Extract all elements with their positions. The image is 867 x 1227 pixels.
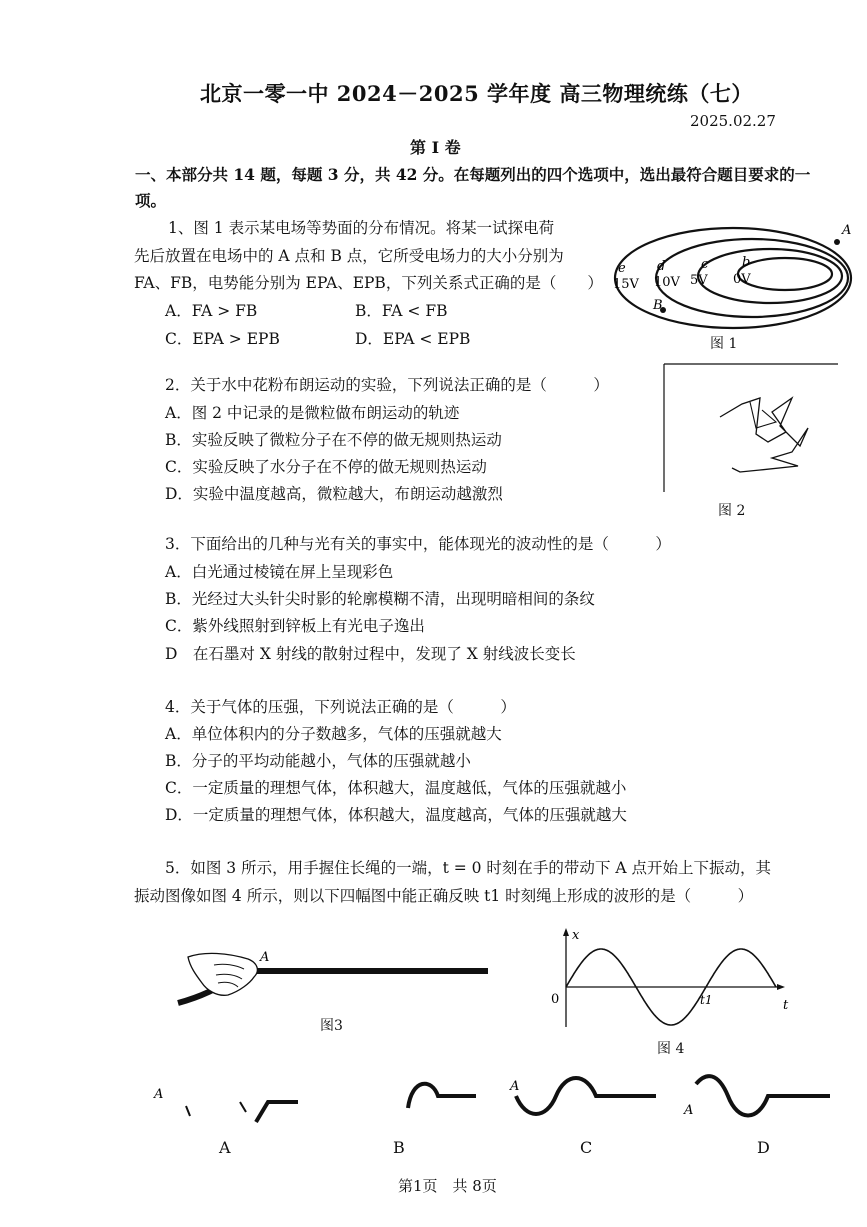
q5-stem-line2: 振动图像如图 4 所示，则以下四幅图中能正确反映 t1 时刻绳上形成的波形的是（ ） (134, 887, 754, 905)
q4-option-c[interactable]: C．一定质量的理想气体，体积越大，温度越低，气体的压强就越小 (165, 779, 627, 797)
ring-e-value: 15V (613, 277, 639, 292)
q3-stem: 3．下面给出的几种与光有关的事实中，能体现光的波动性的是（ ） (165, 535, 671, 553)
wave-a-pulse (256, 1102, 298, 1122)
graph-x-label: t (783, 998, 789, 1013)
q1-stem-line1: 1、图 1 表示某电场等势面的分布情况。将某一试探电荷 (168, 219, 555, 237)
q1-stem-line3: FA、FB，电势能分别为 EPA、EPB，下列关系式正确的是（ ） (134, 274, 603, 292)
wave-d-point: A (684, 1103, 694, 1118)
figure-2-brownian (660, 362, 840, 497)
q5-option-d-letter[interactable]: D (757, 1138, 770, 1157)
q5-option-a-wave[interactable] (150, 1080, 310, 1140)
q1-option-c[interactable]: C．EPA > EPB (165, 330, 280, 348)
ring-c-letter: c (701, 257, 709, 272)
figure-3-label: 图3 (320, 1018, 343, 1034)
figure-4-graph (545, 925, 795, 1037)
q5-option-b-letter[interactable]: B (393, 1138, 405, 1157)
wave-c-point: A (510, 1079, 520, 1094)
point-a-label: A (842, 223, 852, 238)
figure-3-rope (170, 945, 490, 1015)
q3-option-a[interactable]: A．白光通过棱镜在屏上呈现彩色 (165, 563, 394, 581)
ring-d-letter: d (657, 259, 666, 274)
wave-c-pulse (516, 1078, 656, 1114)
q1-stem-line2: 先后放置在电场中的 A 点和 B 点，它所受电场力的大小分别为 (134, 247, 564, 265)
brownian-trajectory (720, 398, 808, 472)
q5-option-c-letter[interactable]: C (580, 1138, 593, 1157)
q5-stem-line1: 5．如图 3 所示，用手握住长绳的一端，t = 0 时刻在手的带动下 A 点开始上下振动，其 (165, 859, 771, 877)
q3-option-c[interactable]: C．紫外线照射到锌板上有光电子逸出 (165, 617, 425, 635)
q5-option-b-wave[interactable] (330, 1070, 490, 1130)
ring-c (698, 249, 842, 303)
wave-b-pulse (408, 1084, 476, 1108)
point-a-dot (834, 239, 840, 245)
q4-stem: 4．关于气体的压强，下列说法正确的是（ ） (165, 698, 516, 716)
figure-2-label: 图 2 (718, 503, 746, 519)
q1-option-d[interactable]: D．EPA < EPB (355, 330, 471, 348)
ring-b-letter: b (742, 255, 751, 270)
q2-option-c[interactable]: C．实验反映了水分子在不停的做无规则热运动 (165, 458, 487, 476)
volume-heading: 第 I 卷 (410, 138, 461, 157)
figure-1-label: 图 1 (710, 336, 738, 352)
graph-t1-mark: t1 (700, 993, 713, 1007)
q4-option-d[interactable]: D．一定质量的理想气体，体积越大，温度越高，气体的压强就越大 (165, 806, 627, 824)
q2-option-d[interactable]: D．实验中温度越高，微粒越大，布朗运动越激烈 (165, 485, 503, 503)
q3-option-b[interactable]: B．光经过大头针尖时影的轮廓模糊不清，出现明暗相间的条纹 (165, 590, 595, 608)
q5-option-d-wave[interactable] (680, 1070, 840, 1140)
q1-option-b[interactable]: B．FA < FB (355, 302, 448, 320)
q5-option-c-wave[interactable] (508, 1070, 668, 1130)
ring-d-value: 10V (654, 275, 680, 290)
wave-d-pulse (696, 1076, 830, 1115)
q2-stem: 2．关于水中花粉布朗运动的实验，下列说法正确的是（ ） (165, 376, 609, 394)
q4-option-b[interactable]: B．分子的平均动能越小，气体的压强就越小 (165, 752, 471, 770)
page-title: 北京一零一中 2024－2025 学年度 高三物理统练（七） (200, 81, 753, 106)
q1-option-a[interactable]: A．FA > FB (165, 302, 258, 320)
page-number: 第1页 共 8页 (398, 1177, 497, 1195)
ring-e-letter: e (618, 261, 626, 276)
graph-y-label: x (572, 928, 580, 943)
figure-1-equipotential (605, 220, 855, 330)
q2-option-a[interactable]: A．图 2 中记录的是微粒做布朗运动的轨迹 (165, 404, 460, 422)
section-instructions: 一、本部分共 14 题，每题 3 分，共 42 分。在每题列出的四个选项中，选出最符合题目要求的一项。 (135, 165, 811, 210)
wave-a-fragments (186, 1102, 246, 1116)
figure-3-point-a: A (260, 950, 270, 965)
wave-a-point: A (154, 1087, 164, 1102)
graph-origin: 0 (551, 992, 560, 1007)
brownian-trajectory-2 (750, 402, 776, 428)
q2-option-b[interactable]: B．实验反映了微粒分子在不停的做无规则热运动 (165, 431, 502, 449)
q4-option-a[interactable]: A．单位体积内的分子数越多，气体的压强就越大 (165, 725, 502, 743)
exam-date: 2025.02.27 (690, 112, 776, 130)
ring-c-value: 5V (690, 273, 708, 288)
q3-option-d[interactable]: D 在石墨对 X 射线的散射过程中，发现了 X 射线波长变长 (165, 645, 576, 663)
ring-b-value: 0V (733, 272, 751, 287)
graph-x-arrow (777, 984, 785, 990)
graph-y-arrow (563, 928, 569, 936)
ring-b (738, 258, 832, 290)
q5-option-a-letter[interactable]: A (219, 1138, 231, 1157)
point-b-label: B (653, 298, 663, 313)
figure-4-label: 图 4 (657, 1041, 685, 1057)
